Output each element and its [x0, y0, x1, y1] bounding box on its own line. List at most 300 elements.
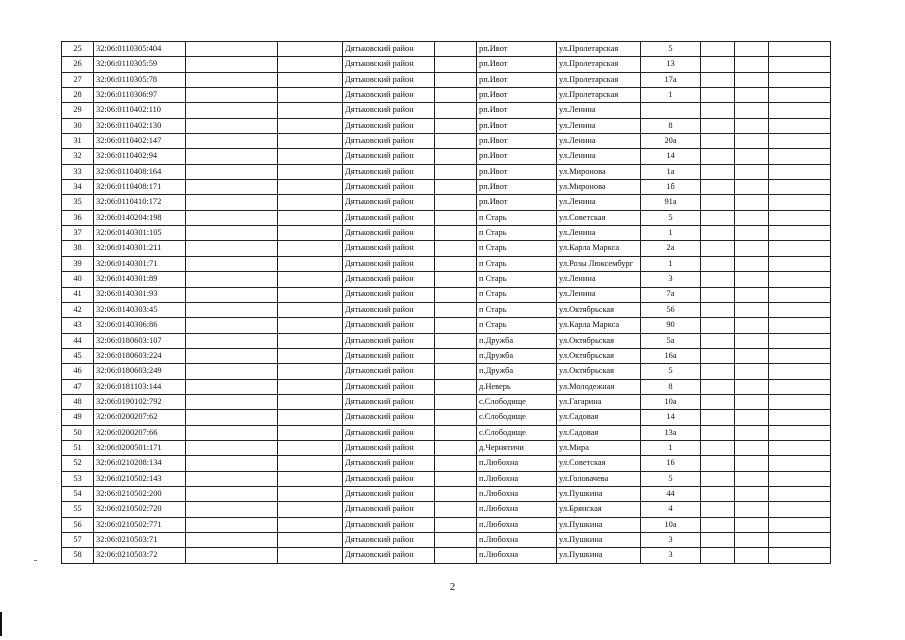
cadastre-number-cell: 32:06:0110402:147 — [94, 134, 186, 149]
house-number-cell: 90 — [641, 318, 701, 333]
empty-cell — [769, 72, 831, 87]
house-number-cell: 14 — [641, 149, 701, 164]
empty-cell — [278, 42, 343, 57]
table-row — [62, 287, 831, 302]
empty-cell — [701, 164, 735, 179]
empty-cell — [701, 348, 735, 363]
street-cell: ул.Пролетарская — [557, 42, 641, 57]
cadastre-number-cell: 32:06:0110305:59 — [94, 57, 186, 72]
empty-cell — [701, 241, 735, 256]
empty-cell — [278, 88, 343, 103]
empty-cell — [769, 195, 831, 210]
table-row — [62, 103, 831, 118]
empty-cell — [735, 164, 769, 179]
house-number-cell: 5 — [641, 42, 701, 57]
empty-cell — [735, 364, 769, 379]
empty-cell — [735, 440, 769, 455]
row-number-cell: 34 — [62, 180, 94, 195]
street-cell: ул.Ленина — [557, 226, 641, 241]
house-number-cell: 5 — [641, 471, 701, 486]
empty-cell — [701, 57, 735, 72]
table-row — [62, 134, 831, 149]
empty-cell — [701, 333, 735, 348]
empty-cell — [435, 394, 477, 409]
empty-cell — [435, 425, 477, 440]
empty-cell — [435, 379, 477, 394]
empty-cell — [278, 134, 343, 149]
empty-cell — [735, 210, 769, 225]
empty-cell — [769, 486, 831, 501]
scan-edge-mark — [0, 612, 2, 636]
cadastre-number-cell: 32:06:0110305:78 — [94, 72, 186, 87]
empty-cell — [735, 486, 769, 501]
street-cell: ул.Головачева — [557, 471, 641, 486]
cadastre-number-cell: 32:06:0140301:211 — [94, 241, 186, 256]
empty-cell — [435, 348, 477, 363]
empty-cell — [186, 486, 278, 501]
cadastre-number-cell: 32:06:0210208:134 — [94, 456, 186, 471]
empty-cell — [769, 118, 831, 133]
row-number-cell: 43 — [62, 318, 94, 333]
empty-cell — [701, 118, 735, 133]
empty-cell — [435, 88, 477, 103]
table-body — [62, 42, 831, 564]
house-number-cell: 1 — [641, 226, 701, 241]
empty-cell — [278, 348, 343, 363]
house-number-cell: 13а — [641, 425, 701, 440]
settlement-cell: п.Дружба — [477, 348, 557, 363]
row-number-cell: 26 — [62, 57, 94, 72]
street-cell: ул.Советская — [557, 210, 641, 225]
table-row — [62, 333, 831, 348]
district-cell: Дятьковский район — [343, 533, 435, 548]
row-number-cell: 52 — [62, 456, 94, 471]
street-cell: ул.Садовая — [557, 425, 641, 440]
empty-cell — [278, 256, 343, 271]
empty-cell — [769, 333, 831, 348]
empty-cell — [186, 287, 278, 302]
empty-cell — [769, 88, 831, 103]
street-cell: ул.Ленина — [557, 118, 641, 133]
empty-cell — [435, 533, 477, 548]
table-row — [62, 88, 831, 103]
empty-cell — [278, 226, 343, 241]
empty-cell — [701, 502, 735, 517]
district-cell: Дятьковский район — [343, 118, 435, 133]
empty-cell — [769, 302, 831, 317]
empty-cell — [769, 210, 831, 225]
house-number-cell: 3 — [641, 533, 701, 548]
empty-cell — [435, 333, 477, 348]
row-number-cell: 41 — [62, 287, 94, 302]
empty-cell — [735, 517, 769, 532]
district-cell: Дятьковский район — [343, 195, 435, 210]
row-number-cell: 37 — [62, 226, 94, 241]
settlement-cell: рп.Ивот — [477, 57, 557, 72]
table-row — [62, 42, 831, 57]
empty-cell — [701, 456, 735, 471]
table-row — [62, 456, 831, 471]
empty-cell — [735, 88, 769, 103]
empty-cell — [186, 118, 278, 133]
house-number-cell: 5 — [641, 364, 701, 379]
row-number-cell: 44 — [62, 333, 94, 348]
empty-cell — [186, 226, 278, 241]
street-cell: ул.Ленина — [557, 149, 641, 164]
settlement-cell: п.Дружба — [477, 364, 557, 379]
table-row — [62, 410, 831, 425]
settlement-cell: рп.Ивот — [477, 118, 557, 133]
cadastre-number-cell: 32:06:0210502:200 — [94, 486, 186, 501]
empty-cell — [435, 134, 477, 149]
empty-cell — [735, 226, 769, 241]
empty-cell — [435, 440, 477, 455]
district-cell: Дятьковский район — [343, 486, 435, 501]
empty-cell — [701, 180, 735, 195]
empty-cell — [186, 348, 278, 363]
row-number-cell: 55 — [62, 502, 94, 517]
table-row — [62, 471, 831, 486]
cadastre-number-cell: 32:06:0140301:93 — [94, 287, 186, 302]
cadastre-number-cell: 32:06:0210503:71 — [94, 533, 186, 548]
district-cell: Дятьковский район — [343, 241, 435, 256]
district-cell: Дятьковский район — [343, 425, 435, 440]
district-cell: Дятьковский район — [343, 333, 435, 348]
empty-cell — [186, 134, 278, 149]
empty-cell — [735, 348, 769, 363]
settlement-cell: рп.Ивот — [477, 164, 557, 179]
empty-cell — [435, 256, 477, 271]
house-number-cell: 5 — [641, 210, 701, 225]
empty-cell — [186, 425, 278, 440]
cadastre-number-cell: 32:06:0140301:105 — [94, 226, 186, 241]
district-cell: Дятьковский район — [343, 379, 435, 394]
settlement-cell: п Старь — [477, 226, 557, 241]
empty-cell — [769, 364, 831, 379]
row-number-cell: 51 — [62, 440, 94, 455]
settlement-cell: с.Слободище — [477, 394, 557, 409]
district-cell: Дятьковский район — [343, 394, 435, 409]
page-number: 2 — [449, 581, 456, 593]
house-number-cell: 56 — [641, 302, 701, 317]
empty-cell — [769, 533, 831, 548]
empty-cell — [769, 318, 831, 333]
empty-cell — [278, 410, 343, 425]
house-number-cell: 1 — [641, 88, 701, 103]
row-number-cell: 48 — [62, 394, 94, 409]
empty-cell — [435, 241, 477, 256]
empty-cell — [701, 134, 735, 149]
row-number-cell: 35 — [62, 195, 94, 210]
empty-cell — [735, 533, 769, 548]
empty-cell — [735, 333, 769, 348]
empty-cell — [769, 410, 831, 425]
empty-cell — [278, 379, 343, 394]
district-cell: Дятьковский район — [343, 440, 435, 455]
empty-cell — [435, 548, 477, 563]
empty-cell — [278, 149, 343, 164]
empty-cell — [186, 42, 278, 57]
empty-cell — [735, 410, 769, 425]
street-cell: ул.Пушкина — [557, 533, 641, 548]
street-cell: ул.Октябрьская — [557, 302, 641, 317]
settlement-cell: рп.Ивот — [477, 103, 557, 118]
empty-cell — [735, 42, 769, 57]
empty-cell — [735, 502, 769, 517]
settlement-cell: д.Чернятичи — [477, 440, 557, 455]
row-number-cell: 54 — [62, 486, 94, 501]
house-number-cell: 14 — [641, 410, 701, 425]
district-cell: Дятьковский район — [343, 72, 435, 87]
district-cell: Дятьковский район — [343, 210, 435, 225]
empty-cell — [735, 394, 769, 409]
empty-cell — [186, 394, 278, 409]
street-cell: ул.Пушкина — [557, 548, 641, 563]
house-number-cell: 3 — [641, 548, 701, 563]
row-number-cell: 28 — [62, 88, 94, 103]
empty-cell — [769, 57, 831, 72]
settlement-cell: п Старь — [477, 210, 557, 225]
district-cell: Дятьковский район — [343, 517, 435, 532]
empty-cell — [701, 287, 735, 302]
cadastre-number-cell: 32:06:0110408:171 — [94, 180, 186, 195]
settlement-cell: п.Любохна — [477, 548, 557, 563]
settlement-cell: п.Любохна — [477, 456, 557, 471]
empty-cell — [278, 57, 343, 72]
empty-cell — [735, 471, 769, 486]
empty-cell — [435, 410, 477, 425]
district-cell: Дятьковский район — [343, 42, 435, 57]
district-cell: Дятьковский район — [343, 57, 435, 72]
empty-cell — [701, 42, 735, 57]
table-row — [62, 272, 831, 287]
empty-cell — [701, 533, 735, 548]
empty-cell — [735, 318, 769, 333]
empty-cell — [278, 241, 343, 256]
table-row — [62, 486, 831, 501]
empty-cell — [435, 456, 477, 471]
cadastre-number-cell: 32:06:0210502:720 — [94, 502, 186, 517]
empty-cell — [769, 272, 831, 287]
empty-cell — [186, 456, 278, 471]
empty-cell — [769, 180, 831, 195]
row-number-cell: 57 — [62, 533, 94, 548]
empty-cell — [435, 42, 477, 57]
empty-cell — [186, 180, 278, 195]
empty-cell — [435, 272, 477, 287]
table-row — [62, 72, 831, 87]
table-row — [62, 502, 831, 517]
settlement-cell: рп.Ивот — [477, 42, 557, 57]
empty-cell — [186, 210, 278, 225]
empty-cell — [701, 394, 735, 409]
empty-cell — [435, 103, 477, 118]
empty-cell — [435, 226, 477, 241]
street-cell: ул.Гагарина — [557, 394, 641, 409]
empty-cell — [769, 548, 831, 563]
empty-cell — [278, 118, 343, 133]
empty-cell — [186, 379, 278, 394]
settlement-cell: п.Любохна — [477, 471, 557, 486]
row-number-cell: 31 — [62, 134, 94, 149]
cadastre-number-cell: 32:06:0180603:224 — [94, 348, 186, 363]
house-number-cell — [641, 103, 701, 118]
empty-cell — [186, 164, 278, 179]
empty-cell — [278, 103, 343, 118]
empty-cell — [186, 57, 278, 72]
row-number-cell: 33 — [62, 164, 94, 179]
street-cell: ул.Октябрьская — [557, 364, 641, 379]
district-cell: Дятьковский район — [343, 88, 435, 103]
district-cell: Дятьковский район — [343, 471, 435, 486]
district-cell: Дятьковский район — [343, 180, 435, 195]
cadastre-number-cell: 32:06:0140303:45 — [94, 302, 186, 317]
row-number-cell: 58 — [62, 548, 94, 563]
street-cell: ул.Пролетарская — [557, 88, 641, 103]
empty-cell — [278, 471, 343, 486]
empty-cell — [278, 164, 343, 179]
empty-cell — [278, 548, 343, 563]
empty-cell — [186, 195, 278, 210]
empty-cell — [186, 471, 278, 486]
empty-cell — [186, 517, 278, 532]
table-row — [62, 348, 831, 363]
empty-cell — [186, 502, 278, 517]
empty-cell — [769, 517, 831, 532]
cadastre-number-cell: 32:06:0181103:144 — [94, 379, 186, 394]
empty-cell — [701, 425, 735, 440]
street-cell: ул.Брянская — [557, 502, 641, 517]
house-number-cell: 17а — [641, 72, 701, 87]
row-number-cell: 25 — [62, 42, 94, 57]
property-table — [61, 41, 831, 564]
cadastre-number-cell: 32:06:0110402:94 — [94, 149, 186, 164]
district-cell: Дятьковский район — [343, 272, 435, 287]
street-cell: ул.Октябрьская — [557, 348, 641, 363]
settlement-cell: п Старь — [477, 241, 557, 256]
row-number-cell: 42 — [62, 302, 94, 317]
table-row — [62, 164, 831, 179]
house-number-cell: 7а — [641, 287, 701, 302]
table-row — [62, 517, 831, 532]
table-row — [62, 425, 831, 440]
empty-cell — [735, 149, 769, 164]
empty-cell — [735, 57, 769, 72]
empty-cell — [278, 486, 343, 501]
district-cell: Дятьковский район — [343, 364, 435, 379]
empty-cell — [701, 379, 735, 394]
house-number-cell: 4 — [641, 502, 701, 517]
house-number-cell: 1 — [641, 440, 701, 455]
house-number-cell: 44 — [641, 486, 701, 501]
empty-cell — [278, 440, 343, 455]
house-number-cell: 16 — [641, 456, 701, 471]
empty-cell — [769, 425, 831, 440]
empty-cell — [701, 88, 735, 103]
empty-cell — [735, 272, 769, 287]
empty-cell — [701, 471, 735, 486]
empty-cell — [769, 348, 831, 363]
empty-cell — [735, 302, 769, 317]
empty-cell — [735, 379, 769, 394]
street-cell: ул.Розы Люксембург — [557, 256, 641, 271]
cadastre-number-cell: 32:06:0180603:249 — [94, 364, 186, 379]
empty-cell — [769, 471, 831, 486]
empty-cell — [735, 118, 769, 133]
empty-cell — [186, 256, 278, 271]
row-number-cell: 38 — [62, 241, 94, 256]
cadastre-number-cell: 32:06:0140301:89 — [94, 272, 186, 287]
table-row — [62, 226, 831, 241]
street-cell: ул.Пушкина — [557, 486, 641, 501]
empty-cell — [769, 103, 831, 118]
settlement-cell: п Старь — [477, 287, 557, 302]
cadastre-number-cell: 32:06:0140301:71 — [94, 256, 186, 271]
empty-cell — [701, 302, 735, 317]
street-cell: ул.Садовая — [557, 410, 641, 425]
empty-cell — [435, 57, 477, 72]
empty-cell — [769, 440, 831, 455]
empty-cell — [186, 533, 278, 548]
settlement-cell: п Старь — [477, 318, 557, 333]
empty-cell — [701, 486, 735, 501]
empty-cell — [769, 149, 831, 164]
empty-cell — [435, 287, 477, 302]
table-row — [62, 394, 831, 409]
house-number-cell: 1б — [641, 180, 701, 195]
district-cell: Дятьковский район — [343, 103, 435, 118]
empty-cell — [186, 272, 278, 287]
empty-cell — [769, 379, 831, 394]
empty-cell — [435, 210, 477, 225]
settlement-cell: п.Любохна — [477, 533, 557, 548]
empty-cell — [278, 180, 343, 195]
cadastre-number-cell: 32:06:0110306:97 — [94, 88, 186, 103]
empty-cell — [435, 486, 477, 501]
empty-cell — [701, 410, 735, 425]
empty-cell — [435, 517, 477, 532]
district-cell: Дятьковский район — [343, 226, 435, 241]
row-number-cell: 27 — [62, 72, 94, 87]
street-cell: ул.Миронова — [557, 164, 641, 179]
street-cell: ул.Ленина — [557, 195, 641, 210]
empty-cell — [435, 195, 477, 210]
street-cell: ул.Пролетарская — [557, 57, 641, 72]
street-cell: ул.Советская — [557, 456, 641, 471]
empty-cell — [278, 195, 343, 210]
empty-cell — [186, 364, 278, 379]
empty-cell — [701, 272, 735, 287]
settlement-cell: п.Любохна — [477, 502, 557, 517]
table-row — [62, 364, 831, 379]
street-cell: ул.Ленина — [557, 134, 641, 149]
street-cell: ул.Карла Маркса — [557, 241, 641, 256]
settlement-cell: рп.Ивот — [477, 149, 557, 164]
empty-cell — [435, 180, 477, 195]
empty-cell — [435, 302, 477, 317]
row-number-cell: 32 — [62, 149, 94, 164]
empty-cell — [735, 456, 769, 471]
empty-cell — [769, 241, 831, 256]
empty-cell — [278, 333, 343, 348]
empty-cell — [435, 72, 477, 87]
table-row — [62, 318, 831, 333]
cadastre-number-cell: 32:06:0200501:171 — [94, 440, 186, 455]
street-cell: ул.Ленина — [557, 287, 641, 302]
settlement-cell: рп.Ивот — [477, 72, 557, 87]
settlement-cell: п.Любохна — [477, 517, 557, 532]
house-number-cell: 91а — [641, 195, 701, 210]
